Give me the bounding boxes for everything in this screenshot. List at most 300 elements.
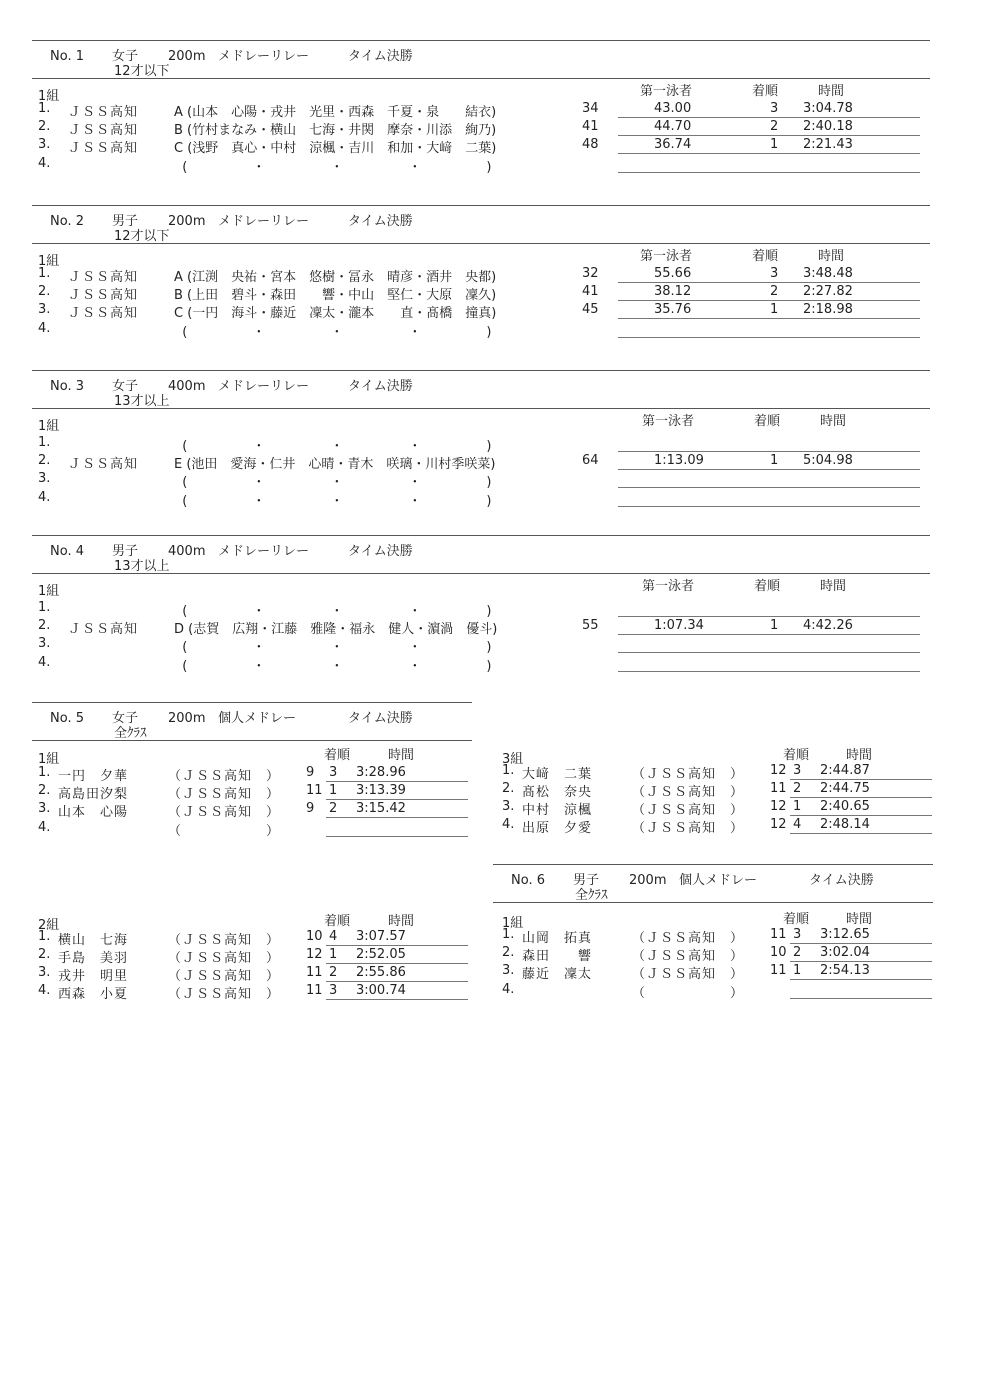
divider bbox=[32, 573, 930, 574]
rank: 2 bbox=[793, 945, 802, 960]
result-row bbox=[38, 284, 928, 302]
event-number: No. 3 bbox=[50, 379, 84, 394]
row-number: 2. bbox=[502, 781, 515, 796]
divider bbox=[32, 205, 930, 206]
swimmer-names: ( ・ ・ ・ ) bbox=[174, 604, 492, 619]
col-rank: 着順 bbox=[752, 84, 779, 99]
row-number: 1. bbox=[38, 929, 51, 944]
event-class: 12才以下 bbox=[114, 229, 170, 244]
event-name: メドレーリレー bbox=[218, 49, 310, 64]
club-name: （ＪＳＳ高知 ） bbox=[632, 967, 745, 982]
row-number: 1. bbox=[502, 763, 515, 778]
swimmer-name: 戎井 明里 bbox=[58, 969, 129, 984]
club-name: （ＪＳＳ高知 ） bbox=[168, 769, 281, 784]
underline bbox=[618, 135, 920, 136]
row-number: 3. bbox=[38, 137, 51, 152]
row-number: 1. bbox=[38, 765, 51, 780]
col-rank: 着順 bbox=[754, 414, 781, 429]
rank: 1 bbox=[793, 799, 802, 814]
row-number: 3. bbox=[38, 636, 51, 651]
final-time: 2:55.86 bbox=[356, 965, 406, 980]
event-gender: 男子 bbox=[573, 873, 600, 888]
row-number: 1. bbox=[38, 266, 51, 281]
underline bbox=[618, 671, 920, 672]
underline bbox=[618, 487, 920, 488]
event-type: タイム決勝 bbox=[348, 379, 413, 394]
swimmer-names: D (志賀 広翔・江藤 雅隆・福永 健人・濵渦 優斗) bbox=[174, 622, 498, 637]
underline bbox=[618, 616, 920, 617]
underline bbox=[618, 652, 920, 653]
row-number: 2. bbox=[38, 947, 51, 962]
club-name: （ＪＳＳ高知 ） bbox=[168, 969, 281, 984]
underline bbox=[790, 833, 932, 834]
underline bbox=[790, 998, 932, 999]
result-row bbox=[38, 636, 928, 654]
age: 12 bbox=[770, 799, 787, 814]
event-name: メドレーリレー bbox=[218, 379, 310, 394]
divider bbox=[32, 40, 930, 41]
underline bbox=[618, 117, 920, 118]
age-total: 64 bbox=[582, 453, 599, 468]
no5-group2 bbox=[32, 910, 472, 1010]
club-name: （ ） bbox=[632, 986, 745, 1001]
final-time: 3:28.96 bbox=[356, 765, 406, 780]
rank: 4 bbox=[329, 929, 338, 944]
row-number: 2. bbox=[38, 119, 51, 134]
col-time: 時間 bbox=[818, 84, 845, 99]
swimmer-name: 一円 夕華 bbox=[58, 769, 129, 784]
rank: 2 bbox=[329, 801, 338, 816]
team-name: ＪＳＳ高知 bbox=[68, 306, 139, 321]
col-rank: 着順 bbox=[783, 912, 810, 927]
team-name: ＪＳＳ高知 bbox=[68, 270, 139, 285]
swimmer-names: E (池田 愛海・仁井 心晴・青木 咲璃・川村季咲菜) bbox=[174, 457, 496, 472]
event-type: タイム決勝 bbox=[348, 49, 413, 64]
event-distance: 400m bbox=[168, 379, 206, 394]
swimmer-name: 藤近 凜太 bbox=[522, 967, 593, 982]
swimmer-names: A (山本 心陽・戎井 光里・西森 千夏・泉 結衣) bbox=[174, 105, 497, 120]
row-number: 2. bbox=[38, 783, 51, 798]
row-number: 4. bbox=[38, 983, 51, 998]
swimmer-name: 西森 小夏 bbox=[58, 987, 129, 1002]
row-number: 3. bbox=[502, 963, 515, 978]
club-name: （ＪＳＳ高知 ） bbox=[632, 803, 745, 818]
divider bbox=[32, 408, 930, 409]
final-time: 3:13.39 bbox=[356, 783, 406, 798]
group-label: 1組 bbox=[38, 419, 60, 434]
age-total: 34 bbox=[582, 101, 599, 116]
swimmer-names: ( ・ ・ ・ ) bbox=[174, 494, 492, 509]
team-name: ＪＳＳ高知 bbox=[68, 288, 139, 303]
row-number: 3. bbox=[502, 799, 515, 814]
final-time: 2:48.14 bbox=[820, 817, 870, 832]
age: 12 bbox=[770, 763, 787, 778]
result-row bbox=[502, 799, 932, 817]
col-first-swimmer: 第一泳者 bbox=[642, 414, 695, 429]
underline bbox=[790, 797, 932, 798]
team-name: ＪＳＳ高知 bbox=[68, 123, 139, 138]
row-number: 2. bbox=[502, 945, 515, 960]
result-row bbox=[38, 820, 468, 838]
swimmer-name: 山本 心陽 bbox=[58, 805, 129, 820]
event-no1-relay bbox=[32, 40, 930, 190]
event-type: タイム決勝 bbox=[809, 873, 874, 888]
divider bbox=[493, 864, 933, 865]
underline bbox=[618, 153, 920, 154]
result-row bbox=[502, 963, 932, 981]
result-row bbox=[38, 600, 928, 618]
event-distance: 400m bbox=[168, 544, 206, 559]
col-rank: 着順 bbox=[754, 579, 781, 594]
underline bbox=[618, 634, 920, 635]
result-row bbox=[38, 156, 928, 174]
result-row bbox=[38, 801, 468, 819]
swimmer-names: ( ・ ・ ・ ) bbox=[174, 659, 492, 674]
club-name: （ ） bbox=[168, 824, 281, 839]
age: 9 bbox=[306, 765, 315, 780]
result-row bbox=[38, 965, 468, 983]
row-number: 4. bbox=[502, 817, 515, 832]
col-first-swimmer: 第一泳者 bbox=[640, 249, 693, 264]
row-number: 1. bbox=[38, 435, 51, 450]
club-name: （ＪＳＳ高知 ） bbox=[632, 767, 745, 782]
event-distance: 200m bbox=[168, 214, 206, 229]
col-first-swimmer: 第一泳者 bbox=[642, 579, 695, 594]
result-row bbox=[502, 817, 932, 835]
age: 10 bbox=[306, 929, 323, 944]
underline bbox=[618, 172, 920, 173]
divider bbox=[32, 370, 930, 371]
team-name: ＪＳＳ高知 bbox=[68, 105, 139, 120]
event-no5-individual bbox=[32, 702, 472, 742]
group-label: 1組 bbox=[38, 584, 60, 599]
final-time: 2:44.75 bbox=[820, 781, 870, 796]
final-time: 3:02.04 bbox=[820, 945, 870, 960]
final-time: 4:42.26 bbox=[803, 618, 853, 633]
first-split: 44.70 bbox=[654, 119, 692, 134]
rank: 3 bbox=[329, 765, 338, 780]
event-header bbox=[50, 45, 413, 64]
col-time: 時間 bbox=[820, 579, 847, 594]
event-no2-relay bbox=[32, 205, 930, 355]
row-number: 4. bbox=[38, 156, 51, 171]
event-gender: 女子 bbox=[112, 379, 139, 394]
rank: 4 bbox=[793, 817, 802, 832]
swimmer-name: 高島田汐梨 bbox=[58, 787, 129, 802]
underline bbox=[618, 282, 920, 283]
result-row bbox=[38, 655, 928, 673]
result-row bbox=[502, 763, 932, 781]
event-class: 全ｸﾗｽ bbox=[575, 888, 608, 903]
age: 11 bbox=[306, 965, 323, 980]
event-type: タイム決勝 bbox=[348, 214, 413, 229]
age: 9 bbox=[306, 801, 315, 816]
event-gender: 男子 bbox=[112, 214, 139, 229]
event-type: タイム決勝 bbox=[348, 544, 413, 559]
age-total: 48 bbox=[582, 137, 599, 152]
age-total: 55 bbox=[582, 618, 599, 633]
final-time: 2:18.98 bbox=[803, 302, 853, 317]
row-number: 4. bbox=[38, 655, 51, 670]
team-name: ＪＳＳ高知 bbox=[68, 622, 139, 637]
divider bbox=[32, 78, 930, 79]
underline bbox=[326, 981, 468, 982]
result-row bbox=[38, 783, 468, 801]
result-row bbox=[38, 947, 468, 965]
final-time: 3:48.48 bbox=[803, 266, 853, 281]
event-name: 個人メドレー bbox=[218, 711, 297, 726]
no5-group3 bbox=[496, 744, 936, 844]
underline bbox=[326, 963, 468, 964]
event-gender: 女子 bbox=[112, 49, 139, 64]
final-time: 3:07.57 bbox=[356, 929, 406, 944]
event-number: No. 6 bbox=[511, 873, 545, 888]
event-class: 13才以上 bbox=[114, 394, 170, 409]
club-name: （ＪＳＳ高知 ） bbox=[632, 949, 745, 964]
club-name: （ＪＳＳ高知 ） bbox=[632, 821, 745, 836]
final-time: 2:40.18 bbox=[803, 119, 853, 134]
event-header bbox=[50, 210, 413, 229]
event-distance: 200m bbox=[168, 711, 206, 726]
result-row bbox=[502, 945, 932, 963]
col-time: 時間 bbox=[846, 748, 873, 763]
rank: 1 bbox=[770, 618, 779, 633]
underline bbox=[790, 943, 932, 944]
col-rank: 着順 bbox=[324, 914, 351, 929]
underline bbox=[790, 961, 932, 962]
group-label: 2組 bbox=[38, 918, 60, 933]
club-name: （ＪＳＳ高知 ） bbox=[632, 931, 745, 946]
group-label: 1組 bbox=[502, 916, 524, 931]
swimmer-name: 大﨑 二葉 bbox=[522, 767, 593, 782]
row-number: 4. bbox=[38, 820, 51, 835]
col-rank: 着順 bbox=[752, 249, 779, 264]
swimmer-names: A (江渕 央祐・宮本 悠樹・冨永 晴彦・酒井 央都) bbox=[174, 270, 497, 285]
swimmer-name: 髙松 奈央 bbox=[522, 785, 593, 800]
team-name: ＪＳＳ高知 bbox=[68, 141, 139, 156]
event-gender: 男子 bbox=[112, 544, 139, 559]
row-number: 3. bbox=[38, 471, 51, 486]
swimmer-names: ( ・ ・ ・ ) bbox=[174, 325, 492, 340]
divider bbox=[32, 740, 472, 741]
swimmer-name: 横山 七海 bbox=[58, 933, 129, 948]
event-class: 12才以下 bbox=[114, 64, 170, 79]
result-row bbox=[502, 781, 932, 799]
event-number: No. 2 bbox=[50, 214, 84, 229]
event-header bbox=[50, 707, 413, 726]
underline bbox=[326, 945, 468, 946]
swimmer-name: 山岡 拓真 bbox=[522, 931, 593, 946]
age-total: 45 bbox=[582, 302, 599, 317]
final-time: 2:27.82 bbox=[803, 284, 853, 299]
col-rank: 着順 bbox=[324, 748, 351, 763]
final-time: 3:15.42 bbox=[356, 801, 406, 816]
underline bbox=[618, 318, 920, 319]
event-name: メドレーリレー bbox=[218, 214, 310, 229]
final-time: 3:00.74 bbox=[356, 983, 406, 998]
result-row bbox=[38, 101, 928, 119]
rank: 2 bbox=[770, 284, 779, 299]
final-time: 2:40.65 bbox=[820, 799, 870, 814]
swimmer-names: ( ・ ・ ・ ) bbox=[174, 439, 492, 454]
group-label: 1組 bbox=[38, 89, 60, 104]
first-split: 35.76 bbox=[654, 302, 692, 317]
underline bbox=[326, 817, 468, 818]
club-name: （ＪＳＳ高知 ） bbox=[168, 933, 281, 948]
rank: 3 bbox=[793, 763, 802, 778]
final-time: 5:04.98 bbox=[803, 453, 853, 468]
rank: 2 bbox=[793, 781, 802, 796]
result-row bbox=[38, 119, 928, 137]
event-type: タイム決勝 bbox=[348, 711, 413, 726]
event-number: No. 4 bbox=[50, 544, 84, 559]
final-time: 2:44.87 bbox=[820, 763, 870, 778]
event-number: No. 1 bbox=[50, 49, 84, 64]
no5-group1 bbox=[32, 744, 472, 844]
row-number: 2. bbox=[38, 284, 51, 299]
row-number: 3. bbox=[38, 302, 51, 317]
age: 11 bbox=[770, 781, 787, 796]
rank: 3 bbox=[770, 266, 779, 281]
underline bbox=[618, 469, 920, 470]
row-number: 2. bbox=[38, 618, 51, 633]
event-distance: 200m bbox=[629, 873, 667, 888]
group-label: 3組 bbox=[502, 752, 524, 767]
underline bbox=[618, 506, 920, 507]
swimmer-names: ( ・ ・ ・ ) bbox=[174, 640, 492, 655]
row-number: 1. bbox=[38, 600, 51, 615]
result-row bbox=[502, 927, 932, 945]
swimmer-names: B (上田 碧斗・森田 響・中山 堅仁・大原 凜久) bbox=[174, 288, 497, 303]
swimmer-name: 手島 美羽 bbox=[58, 951, 129, 966]
first-split: 43.00 bbox=[654, 101, 692, 116]
col-time: 時間 bbox=[388, 748, 415, 763]
divider bbox=[493, 902, 933, 903]
age: 11 bbox=[306, 783, 323, 798]
swimmer-names: C (一円 海斗・藤近 凜太・瀧本 直・髙橋 撞真) bbox=[174, 306, 497, 321]
divider bbox=[32, 535, 930, 536]
swimmer-names: ( ・ ・ ・ ) bbox=[174, 475, 492, 490]
event-header bbox=[50, 375, 413, 394]
rank: 1 bbox=[793, 963, 802, 978]
divider bbox=[32, 243, 930, 244]
final-time: 3:04.78 bbox=[803, 101, 853, 116]
event-name: メドレーリレー bbox=[218, 544, 310, 559]
col-time: 時間 bbox=[388, 914, 415, 929]
final-time: 2:21.43 bbox=[803, 137, 853, 152]
team-name: ＪＳＳ高知 bbox=[68, 457, 139, 472]
result-row bbox=[38, 490, 928, 508]
first-split: 55.66 bbox=[654, 266, 692, 281]
result-row bbox=[38, 137, 928, 155]
final-time: 2:54.13 bbox=[820, 963, 870, 978]
result-row bbox=[38, 471, 928, 489]
row-number: 3. bbox=[38, 801, 51, 816]
no6-group1 bbox=[496, 908, 936, 1008]
first-split: 1:07.34 bbox=[654, 618, 704, 633]
event-header bbox=[511, 869, 874, 888]
underline bbox=[790, 979, 932, 980]
club-name: （ＪＳＳ高知 ） bbox=[168, 987, 281, 1002]
event-name: 個人メドレー bbox=[679, 873, 758, 888]
rank: 1 bbox=[770, 453, 779, 468]
swimmer-name: 中村 涼楓 bbox=[522, 803, 593, 818]
age: 12 bbox=[770, 817, 787, 832]
event-number: No. 5 bbox=[50, 711, 84, 726]
age: 11 bbox=[770, 963, 787, 978]
row-number: 1. bbox=[38, 101, 51, 116]
first-split: 38.12 bbox=[654, 284, 692, 299]
age-total: 32 bbox=[582, 266, 599, 281]
rank: 1 bbox=[770, 137, 779, 152]
age: 11 bbox=[770, 927, 787, 942]
age: 10 bbox=[770, 945, 787, 960]
result-row bbox=[38, 435, 928, 453]
row-number: 3. bbox=[38, 965, 51, 980]
result-row bbox=[38, 765, 468, 783]
club-name: （ＪＳＳ高知 ） bbox=[632, 785, 745, 800]
event-distance: 200m bbox=[168, 49, 206, 64]
row-number: 4. bbox=[38, 490, 51, 505]
swimmer-name: 出原 夕愛 bbox=[522, 821, 593, 836]
result-row bbox=[38, 302, 928, 320]
first-split: 1:13.09 bbox=[654, 453, 704, 468]
row-number: 2. bbox=[38, 453, 51, 468]
swimmer-names: C (浅野 真心・中村 涼楓・吉川 和加・大﨑 二葉) bbox=[174, 141, 497, 156]
underline bbox=[618, 337, 920, 338]
col-time: 時間 bbox=[846, 912, 873, 927]
result-row bbox=[502, 982, 932, 1000]
underline bbox=[326, 799, 468, 800]
rank: 3 bbox=[793, 927, 802, 942]
result-row bbox=[38, 929, 468, 947]
rank: 1 bbox=[329, 947, 338, 962]
rank: 2 bbox=[770, 119, 779, 134]
rank: 1 bbox=[329, 783, 338, 798]
age-total: 41 bbox=[582, 119, 599, 134]
underline bbox=[618, 300, 920, 301]
underline bbox=[326, 836, 468, 837]
row-number: 4. bbox=[38, 321, 51, 336]
club-name: （ＪＳＳ高知 ） bbox=[168, 951, 281, 966]
event-gender: 女子 bbox=[112, 711, 139, 726]
result-row bbox=[38, 618, 928, 636]
swimmer-name: 森田 響 bbox=[522, 949, 593, 964]
rank: 3 bbox=[770, 101, 779, 116]
age: 11 bbox=[306, 983, 323, 998]
row-number: 4. bbox=[502, 982, 515, 997]
rank: 1 bbox=[770, 302, 779, 317]
col-time: 時間 bbox=[820, 414, 847, 429]
club-name: （ＪＳＳ高知 ） bbox=[168, 787, 281, 802]
swimmer-names: ( ・ ・ ・ ) bbox=[174, 160, 492, 175]
underline bbox=[326, 781, 468, 782]
first-split: 36.74 bbox=[654, 137, 692, 152]
final-time: 3:12.65 bbox=[820, 927, 870, 942]
result-row bbox=[38, 983, 468, 1001]
event-no3-relay bbox=[32, 370, 930, 520]
age-total: 41 bbox=[582, 284, 599, 299]
result-row bbox=[38, 266, 928, 284]
swimmer-names: B (竹村まなみ・横山 七海・井関 摩奈・川添 絢乃) bbox=[174, 123, 497, 138]
group-label: 1組 bbox=[38, 254, 60, 269]
underline bbox=[618, 451, 920, 452]
col-time: 時間 bbox=[818, 249, 845, 264]
event-class: 全ｸﾗｽ bbox=[114, 726, 147, 741]
event-class: 13才以上 bbox=[114, 559, 170, 574]
rank: 2 bbox=[329, 965, 338, 980]
col-first-swimmer: 第一泳者 bbox=[640, 84, 693, 99]
